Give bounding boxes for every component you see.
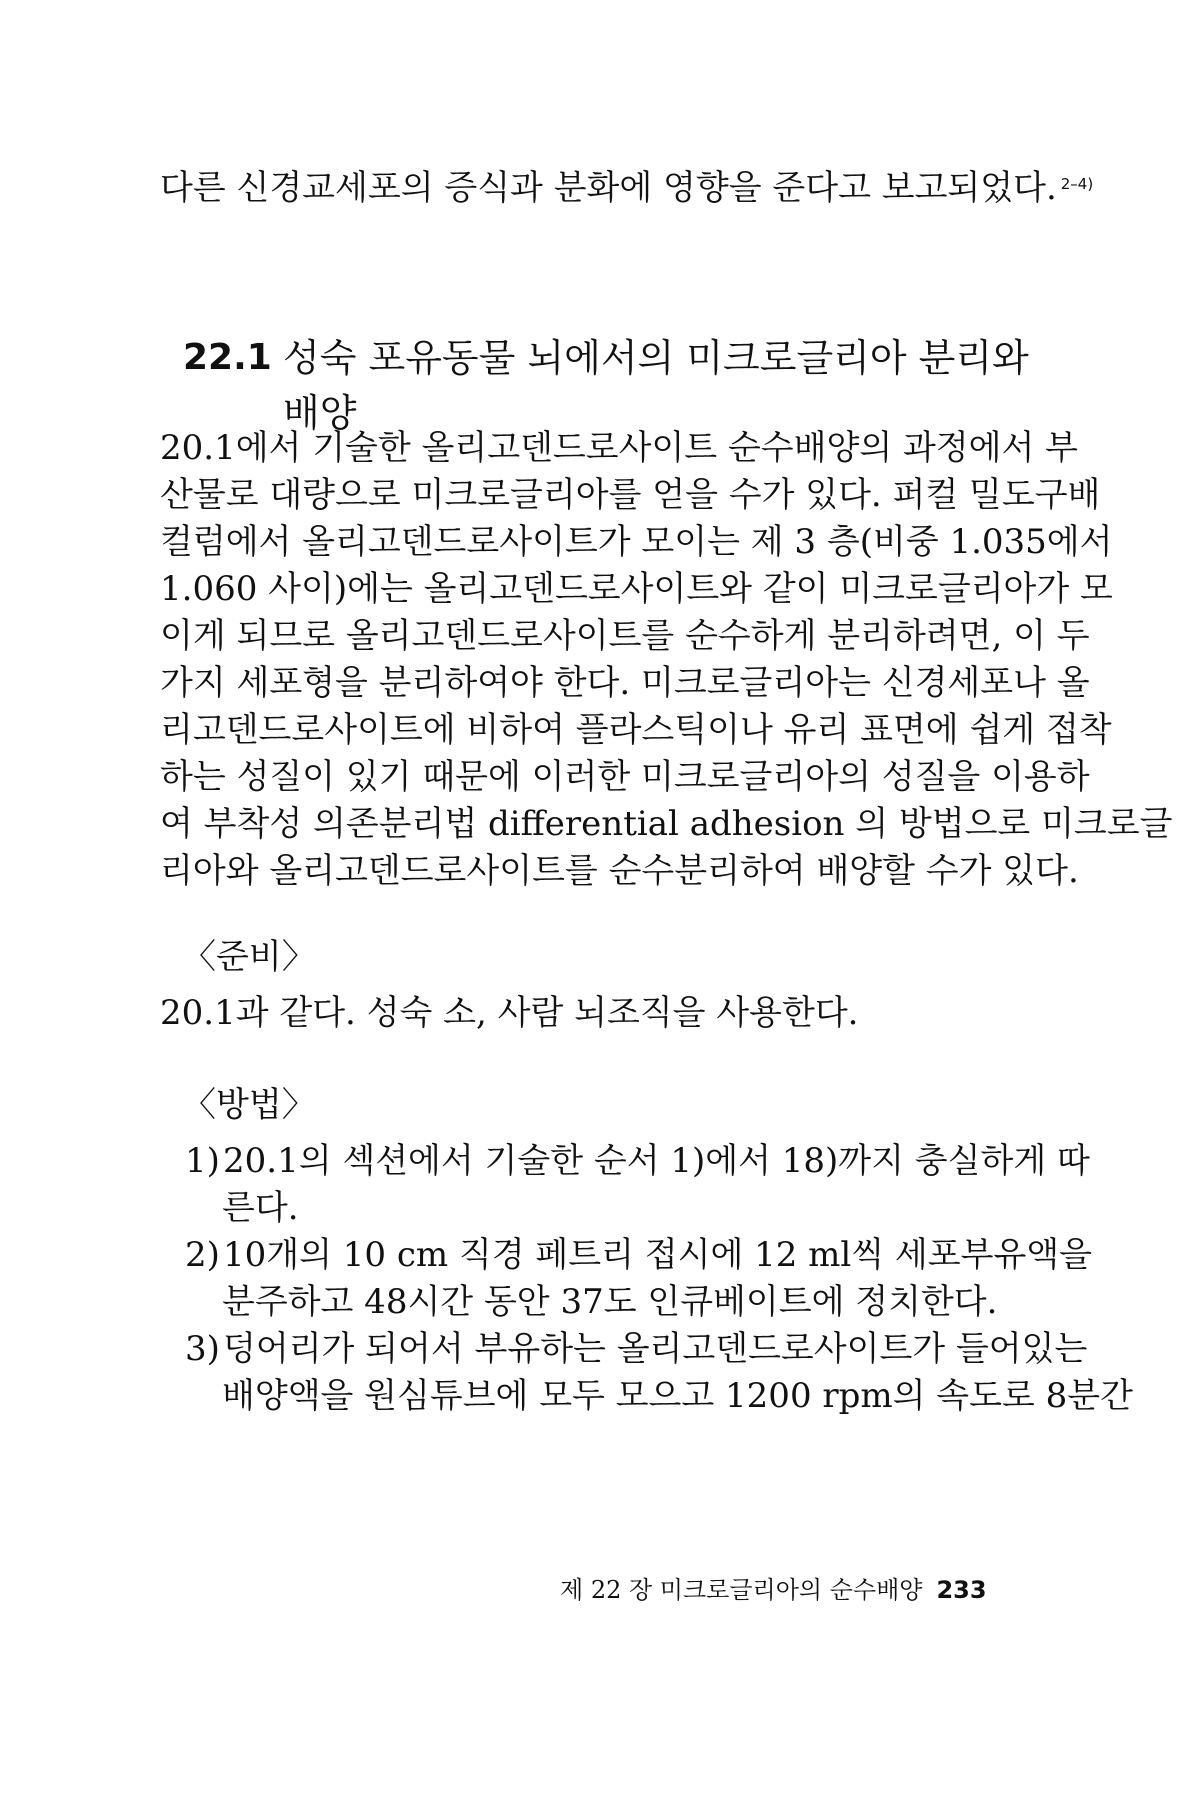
page-footer <box>560 1570 987 1610</box>
section-title-line-1: 성숙 포유동물 뇌에서의 미크로글리아 분리와 <box>283 336 1029 380</box>
prep-heading: 〈준비〉 <box>182 937 316 977</box>
paragraph-line: 산물로 대량으로 미크로글리아를 얻을 수가 있다. 퍼컬 밀도구배 <box>160 475 1101 515</box>
method-item-continuation: 분주하고 48시간 동안 37도 인큐베이트에 정치한다. <box>222 1282 998 1322</box>
paragraph-line: 20.1에서 기술한 올리고덴드로사이트 순수배양의 과정에서 부 <box>160 428 1078 468</box>
citation-superscript: 2–4) <box>1060 175 1094 193</box>
paragraph-line: 컬럼에서 올리고덴드로사이트가 모이는 제 3 층(비중 1.035에서 <box>160 522 1113 562</box>
paragraph-line: 리아와 올리고덴드로사이트를 순수분리하여 배양할 수가 있다. <box>160 851 1079 891</box>
method-item-text: 덩어리가 되어서 부유하는 올리고덴드로사이트가 들어있는 <box>223 1329 1088 1369</box>
paragraph-line: 여 부착성 의존분리법 differential adhesion 의 방법으로 미크로글 <box>160 804 1173 844</box>
paragraph-line: 1.060 사이)에는 올리고덴드로사이트와 같이 미크로글리아가 모 <box>160 569 1113 609</box>
intro-line <box>160 160 1094 216</box>
method-item-text: 20.1의 섹션에서 기술한 순서 1)에서 18)까지 충실하게 따 <box>223 1141 1090 1181</box>
method-item-number: 2) <box>185 1235 220 1275</box>
method-item-number: 1) <box>185 1141 220 1181</box>
intro-text: 다른 신경교세포의 증식과 분화에 영향을 준다고 보고되었다. <box>160 168 1057 208</box>
method-item-continuation: 른다. <box>222 1188 299 1228</box>
chapter-running-title: 제 22 장 미크로글리아의 순수배양 <box>560 1576 923 1604</box>
paragraph-line: 하는 성질이 있기 때문에 이러한 미크로글리아의 성질을 이용하 <box>160 757 1090 797</box>
section-number: 22.1 <box>183 337 272 378</box>
paragraph-line: 가지 세포형을 분리하여야 한다. 미크로글리아는 신경세포나 올 <box>160 663 1090 703</box>
paragraph-line: 리고덴드로사이트에 비하여 플라스틱이나 유리 표면에 쉽게 접착 <box>160 710 1112 750</box>
method-item-number: 3) <box>185 1329 220 1369</box>
paragraph-line: 이게 되므로 올리고덴드로사이트를 순수하게 분리하려면, 이 두 <box>160 616 1090 656</box>
prep-text: 20.1과 같다. 성숙 소, 사람 뇌조직을 사용한다. <box>160 993 859 1033</box>
method-item-text: 10개의 10 cm 직경 페트리 접시에 12 ml씩 세포부유액을 <box>223 1235 1092 1275</box>
section-title-line-2: 배양 <box>283 391 357 435</box>
page-number: 233 <box>936 1576 987 1604</box>
method-heading: 〈방법〉 <box>182 1085 316 1125</box>
method-item-continuation: 배양액을 원심튜브에 모두 모으고 1200 rpm의 속도로 8분간 <box>222 1376 1133 1416</box>
